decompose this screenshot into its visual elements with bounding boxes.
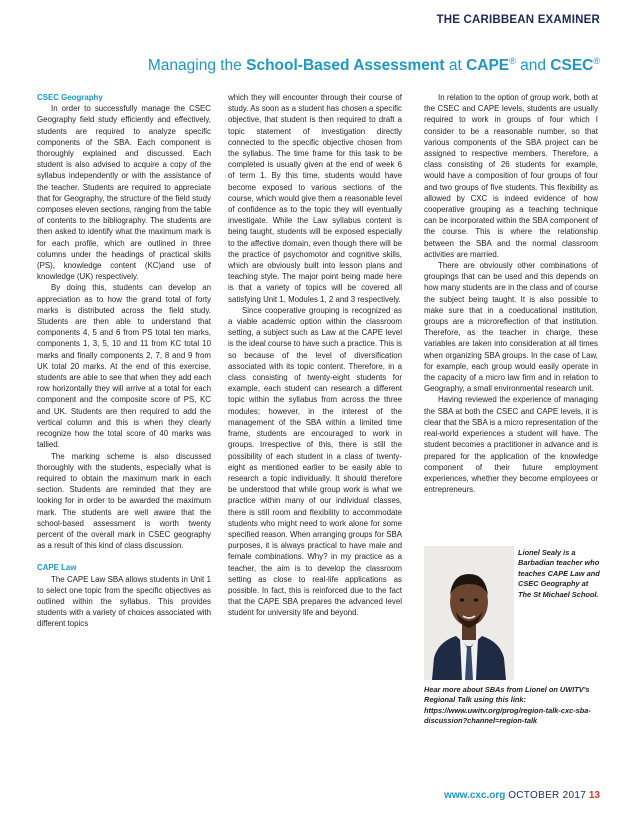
article-title xyxy=(0,56,600,75)
title-reg-mark-1: ® xyxy=(509,56,516,66)
page-number: 13 xyxy=(588,790,600,801)
paragraph: Having reviewed the experience of managing the SBA at both the CSEC and CAPE levels, it is clear that the SBA is a micro representation of the real-world experiences a student will have. The student becomes a practitioner in advance and is prepared for the application of the knowledge component of their future employment experiences, whether they become employees or entrepreneurs. xyxy=(424,395,598,495)
paragraph: which they will encounter through their course of study. As soon as a student has chosen a specific objective, that student is then required to draft a topic statement of investigation directly connected to the specific objective chosen from the syllabus. The time frame for this task to be completed is usually given at the end of week 6 of term 1. By this time, students would have become exposed to various sections of the course, which would give them a reasonable level of confidence as to the topic they will eventually investigate. While the Law syllabus content is being taught, students will be exposed especially to the affective domain, even though there will be the practice of psychomotor and cognitive skills, which are obviously built into lesson plans and teaching style. The major point being made here is that a variety of topics will be covered all satisfying Unit 1, Modules 1, 2 and 3 respectively. xyxy=(228,93,402,304)
magazine-masthead: THE CARIBBEAN EXAMINER xyxy=(436,14,600,26)
column-1 xyxy=(37,92,211,630)
paragraph: In relation to the option of group work, both at the CSEC and CAPE levels, students are usually required to work in groups of four which I consider to be a reasonable number, so that various components of the SBA project can be assigned to respective members. Therefore, a class consisting of 26 students for example, would have a composition of four groups of four and two groups of five students. This flexibility as allowed by CXC is indeed evidence of how cooperative grouping as a teaching technique can be incorporated within the SBA component of the course. This is where the relationship between the SBA and the normal classroom activities are married. xyxy=(424,93,598,259)
title-pre: Managing the xyxy=(147,57,247,75)
footer-issue-date: OCTOBER 2017 xyxy=(508,790,587,801)
author-photo xyxy=(424,546,514,680)
paragraph: Since cooperative grouping is recognized as a viable academic option within the classroom setting, a subject such as Law at the CAPE level is the ideal course to have such a practice. This is so because of the level of diversification associated with its topic content. Therefore, in a class consisting of twenty-eight students for example, each student can research a different topic within the syllabus from across the three modules; however, in the interest of the management of the SBA within a limited time frame, students are encouraged to work in groups. Irrespective of this, there is still the possibility of each student in a class of twenty-eight as mentioned earlier to be easily able to research a topic individually. It should therefore be understood that while group work is what we practice within many of our individual classes, there is still room and flexibility to accommodate students who might need to work alone for some specified reason. When arranging groups for SBA purposes, it is always practical to have male and female combinations. Why? in my practice as a teacher, the aim is to develop the classroom setting as close to real-life applications as possible. In fact, this is reinforced due to the fact that the CAPE SBA prepares the advanced level student for university life and beyond. xyxy=(228,305,402,618)
title-at: at xyxy=(444,57,467,75)
hear-more-note: Hear more about SBAs from Lionel on UWITV's Regional Talk using this link: https://www.uwitv.org/prog/region-talk-cxc-sba-discussion?channel=region-talk xyxy=(424,685,591,726)
paragraph: There are obviously other combinations of groupings that can be used and this depends on how many students are in the class and of course the subject being taught. It is also possible to make sure that in a coeducational institution, groups are a microreflection of that institution. Therefore, as the teacher in charge, these variables are taken into consideration at all times when organizing SBA groups. In the case of Law, for example, each group would easily operate in the capacity of a micro law firm and in relation to Geography, a small environmental research unit. xyxy=(424,261,598,394)
paragraph: In order to successfully manage the CSEC Geography field study efficiently and effectively, students are required to analyze specific components of the SBA. Each component is thoroughly explained and discussed. Each student is also advised to acquire a copy of the syllabus independently or with the assistance of the teacher. Students are required to appreciate that for Geography, the structure of the field study composes eleven sections, ranging from the table of contents to the bibliography. The students are then asked to identify what the maximum mark is for each profile, which are outlined in three columns under the headings of practical skills (PS), knowledge content (KC)and use of knowledge (UK) respectively. xyxy=(37,104,211,282)
paragraph: The marking scheme is also discussed thoroughly with the students, especially what is required to obtain the maximum mark in each section. Students are reminded that they are looking for in order to be awarded the maximum mark. The students are well aware that the school-based assessment is worth twenty percent of the overall mark in CSEC geography as a result of this kind of class discussion. xyxy=(37,451,211,551)
column-3 xyxy=(424,92,598,495)
author-caption: Lionel Sealy is a Barbadian teacher who teaches CAPE Law and CSEC Geography at The St Michael School. xyxy=(518,548,600,599)
footer-url[interactable]: www.cxc.org xyxy=(444,790,506,801)
title-reg-mark-2: ® xyxy=(593,56,600,66)
paragraph: The CAPE Law SBA allows students in Unit 1 to select one topic from the specific objectives as outlined within the syllabus. This provides students with a variety of choices associated with different topics xyxy=(37,574,211,629)
section-heading-csec-geography: CSEC Geography xyxy=(37,93,103,102)
author-portrait-illustration xyxy=(424,546,514,680)
title-cape: CAPE xyxy=(466,57,510,75)
column-2 xyxy=(228,92,402,619)
section-heading-cape-law: CAPE Law xyxy=(37,563,77,573)
paragraph: By doing this, students can develop an appreciation as to how the grand total of forty marks is distributed across the field study. Students are then able to understand that components 4, 5 and 6 from PS total ten marks, components 1, 3, 5, 10 and 11 from KC total 10 marks and finally components 2, 7, 8 and 9 from UK total 20 marks. At the end of this exercise, students are able to see that when they add each row horizontally they will arrive at a total for each component and the composite score of PS, KC and UK. Students are then required to add the vertical column and this is when they clearly recognize how the total score of 40 marks was tallied. xyxy=(37,283,211,450)
title-and: and xyxy=(515,57,551,75)
title-sba: School-Based Assessment xyxy=(246,57,445,75)
page-footer xyxy=(444,790,600,801)
title-csec: CSEC xyxy=(550,57,594,75)
